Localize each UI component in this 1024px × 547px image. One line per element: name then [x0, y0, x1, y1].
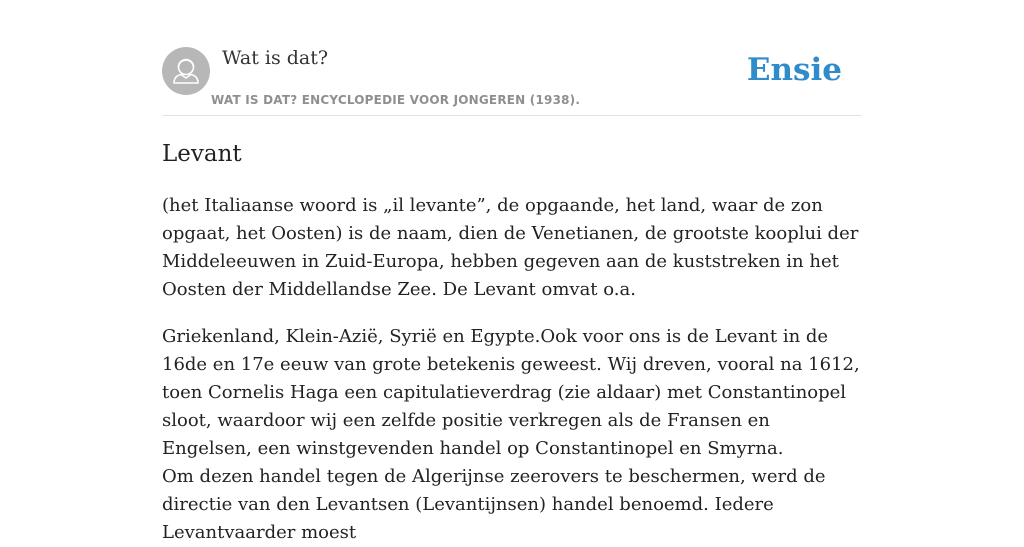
source-header — [162, 46, 862, 116]
source-subtitle: WAT IS DAT? ENCYCLOPEDIE VOOR JONGEREN (1938). — [211, 93, 581, 107]
brand-logo[interactable]: Ensie — [746, 52, 842, 88]
article-paragraph: Om dezen handel tegen de Algerijnse zeerovers te beschermen, werd de directie van den Levantsen (Levantijnsen) handel benoemd. Iedere Levantvaarder moest — [162, 466, 826, 543]
source-title[interactable]: Wat is dat? — [222, 47, 329, 69]
avatar[interactable] — [162, 47, 210, 95]
article-paragraph: (het Italiaanse woord is „il levante”, de opgaande, het land, waar de zon opgaat, het Oosten) is de naam, dien de Venetianen, de grootste kooplui der Middeleeuwen in Zuid-Europa, hebben gegeven aan de kuststreken in het Oosten der Middellandse Zee. De Levant omvat o.a. — [162, 195, 859, 300]
article-paragraph: Griekenland, Klein-Azië, Syrië en Egypte.Ook voor ons is de Levant in de 16de en 17e eeuw van grote betekenis geweest. Wij dreven, vooral na 1612, toen Cornelis Haga een capitulatieverdrag (zie aldaar) met Constantinopel sloot, waardoor wij een zelfde positie verkregen als de Fransen en Engelsen, een winstgevenden handel op Constantinopel en Smyrna. — [162, 326, 860, 459]
article — [162, 138, 862, 547]
article-title: Levant — [162, 141, 242, 167]
user-icon — [162, 47, 210, 95]
